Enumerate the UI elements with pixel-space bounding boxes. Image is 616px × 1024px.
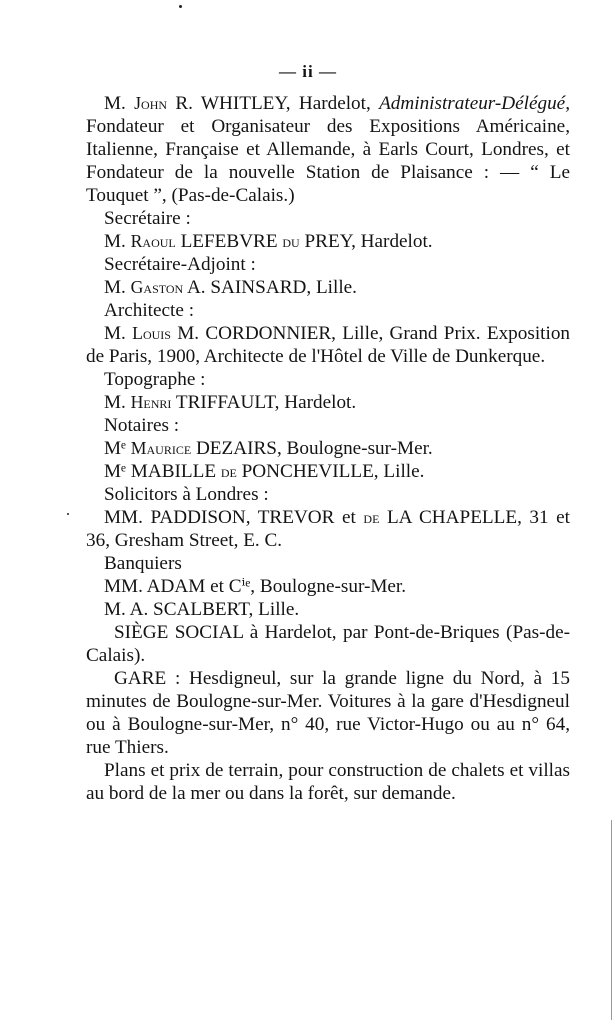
- small-caps-text: John: [134, 93, 168, 113]
- text-run: M.: [104, 93, 135, 114]
- text-run: MM. PADDISON, TREVOR et: [104, 507, 364, 528]
- italic-text: Administrateur-Délégué,: [379, 93, 570, 114]
- text-run: LA CHAPELLE, 31 et 36, Gresham Street, E. C.: [86, 507, 570, 551]
- small-caps-text: Henri: [130, 392, 172, 412]
- role-heading: Topographe :: [104, 369, 206, 390]
- officer-entry: [86, 598, 570, 621]
- text-run: Mᵉ: [104, 438, 131, 459]
- officer-entry: [86, 506, 570, 552]
- officer-entry: [86, 322, 570, 368]
- small-caps-text: Maurice: [130, 438, 192, 458]
- text-run: PONCHEVILLE, Lille.: [236, 461, 425, 482]
- role-heading: Solicitors à Londres :: [104, 484, 269, 505]
- small-caps-text: de: [363, 507, 380, 527]
- text-run: A. SAINSARD, Lille.: [183, 277, 357, 298]
- text-run: M.: [104, 323, 133, 344]
- text-run: M.: [104, 392, 131, 413]
- document-body: [86, 92, 570, 805]
- closing-paragraph: GARE : Hesdigneul, sur la grande ligne du Nord, à 15 minutes de Boulogne-sur-Mer. Voitures à la gare d'Hesdigneul ou à Boulogne-sur-Mer, n° 40, rue Victor-Hugo ou au n° 64, rue Thiers.: [86, 668, 570, 758]
- text-run: MM. ADAM et Cⁱᵉ, Boulogne-sur-Mer.: [104, 576, 407, 597]
- text-run: R. WHITLEY, Hardelot,: [167, 93, 380, 114]
- officers-list: [86, 207, 570, 621]
- small-caps-text: de: [220, 461, 237, 481]
- text-run: Fondateur et Organisateur des Expositions Américaine, Italienne, Française et Allemande, à Earls Court, Londres, et Fondateur de la nouvelle Station de Plaisance : — “ Le Touquet ”, (Pas-de-Calais.): [86, 116, 570, 206]
- closing-paragraph: Plans et prix de terrain, pour construction de chalets et villas au bord de la mer ou dans la forêt, sur demande.: [86, 760, 570, 804]
- role-heading: Banquiers: [104, 553, 182, 574]
- role-heading: Architecte :: [104, 300, 195, 321]
- text-run: Mᵉ MABILLE: [104, 461, 221, 482]
- text-run: M.: [104, 277, 131, 298]
- intro-paragraph: [86, 92, 570, 207]
- role-heading: Notaires :: [104, 415, 180, 436]
- small-caps-text: du: [282, 231, 300, 251]
- officer-entry: [86, 575, 570, 598]
- role-heading: Secrétaire :: [104, 208, 191, 229]
- print-speck: [67, 513, 69, 515]
- small-caps-text: Raoul: [130, 231, 176, 251]
- text-run: M. CORDONNIER, Lille, Grand Prix. Exposition de Paris, 1900, Architecte de l'Hôtel de Ville de Dunkerque.: [86, 323, 571, 367]
- officer-entry: [86, 230, 570, 253]
- text-run: PREY, Hardelot.: [299, 231, 433, 252]
- text-run: DEZAIRS, Boulogne-sur-Mer.: [191, 438, 433, 459]
- officer-entry: [86, 460, 570, 483]
- page-number: — ii —: [279, 62, 337, 81]
- text-run: M.: [104, 231, 131, 252]
- text-run: TRIFFAULT, Hardelot.: [171, 392, 357, 413]
- officer-entry: [86, 276, 570, 299]
- text-run: LEFEBVRE: [175, 231, 283, 252]
- page-edge-line: [611, 820, 612, 1020]
- officer-entry: [86, 437, 570, 460]
- small-caps-text: Louis: [132, 323, 171, 343]
- small-caps-text: Gaston: [130, 277, 184, 297]
- closing-paragraph: SIÈGE SOCIAL à Hardelot, par Pont-de-Briques (Pas-de-Calais).: [86, 622, 570, 666]
- text-run: M. A. SCALBERT, Lille.: [104, 599, 300, 620]
- role-heading: Secrétaire-Adjoint :: [104, 254, 256, 275]
- officer-entry: [86, 391, 570, 414]
- print-speck: [179, 5, 182, 8]
- closing-paragraphs: [86, 621, 570, 805]
